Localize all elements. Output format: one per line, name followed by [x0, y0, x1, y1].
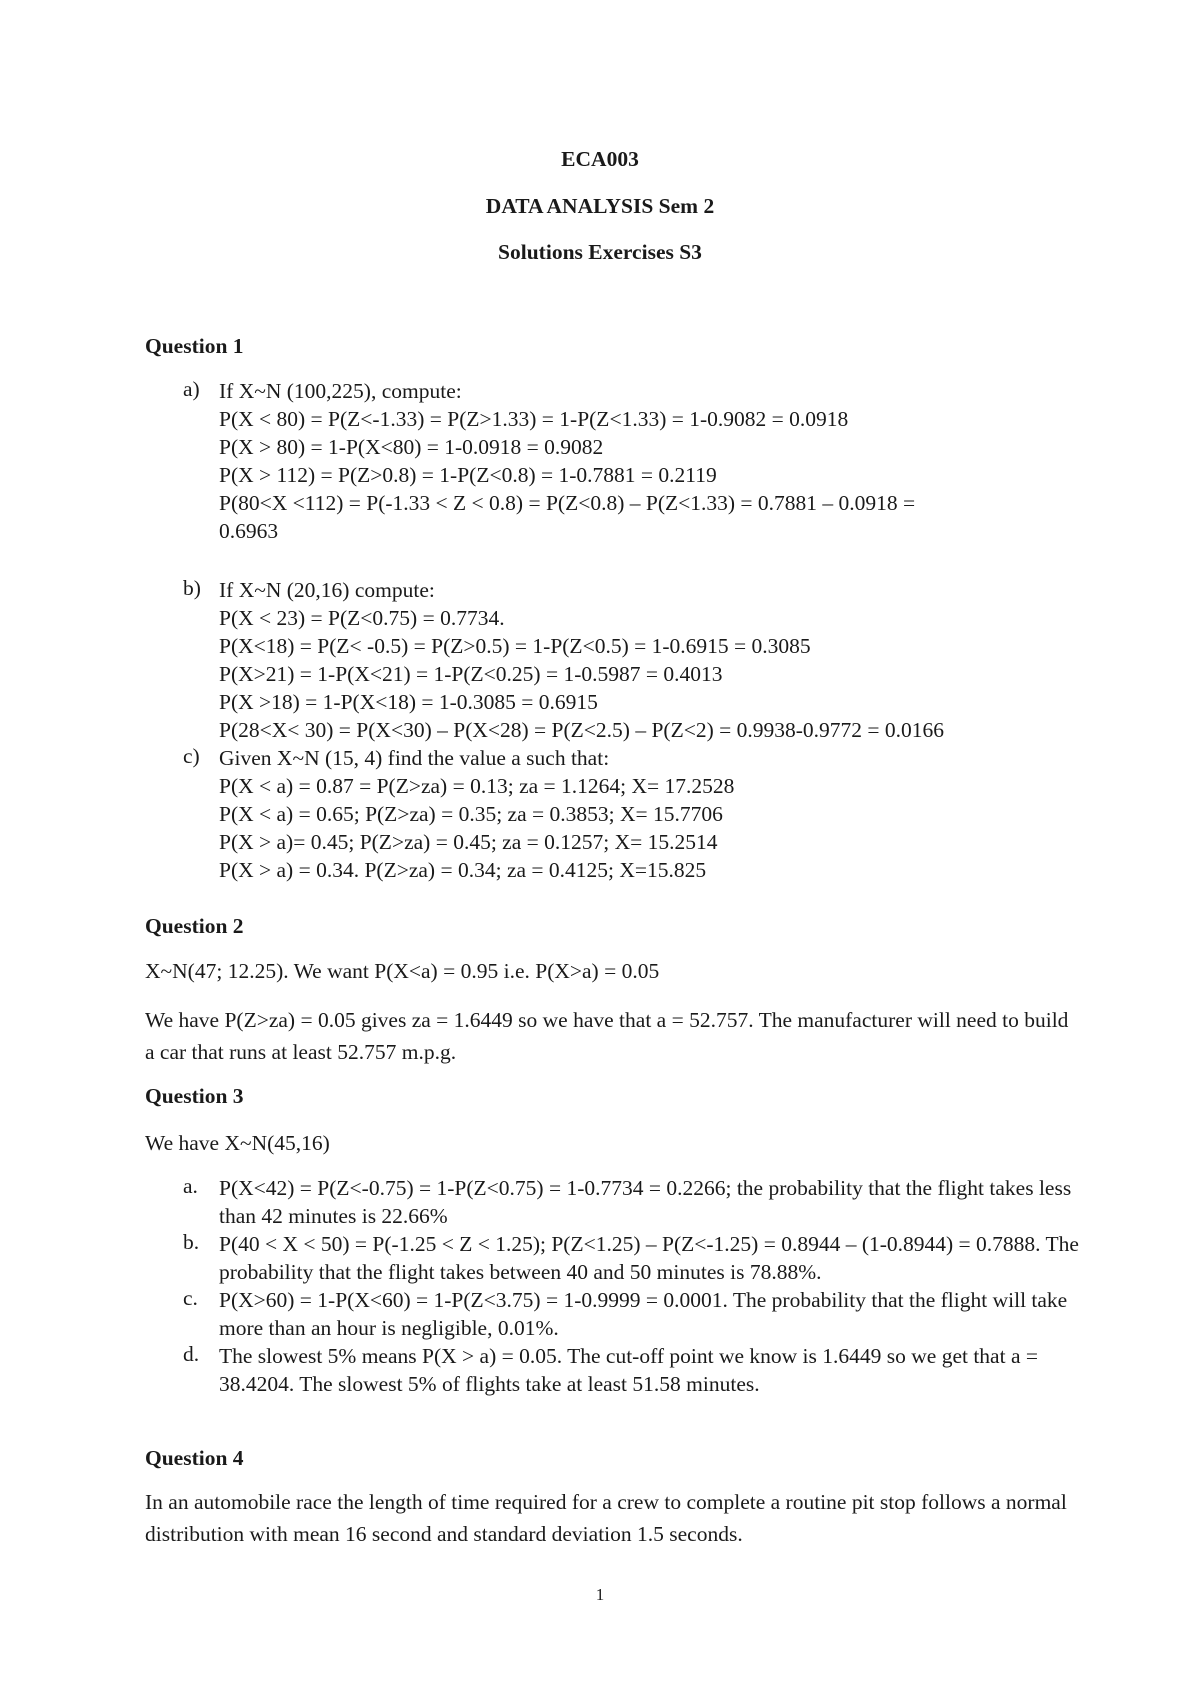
- document-subtitle: Solutions Exercises S3: [498, 240, 702, 264]
- q3-item-text: P(40 < X < 50) = P(-1.25 < Z < 1.25); P(Z<1.25) – P(Z<-1.25) = 0.8944 – (1-0.8944) = 0.7888. The probability that the flight takes between 40 and 50 minutes is 78.88%.: [219, 1232, 1079, 1284]
- q4-statement: In an automobile race the length of time required for a crew to complete a routine pit stop follows a normal distribution with mean 16 second and standard deviation 1.5 seconds.: [145, 1490, 1067, 1546]
- q1-c-line: Given X~N (15, 4) find the value a such that:: [219, 746, 610, 770]
- q1-a-line: P(80<X <112) = P(-1.33 < Z < 0.8) = P(Z<0.8) – P(Z<1.33) = 0.7881 – 0.0918 =: [219, 491, 916, 515]
- q1-part-a-label: a): [183, 377, 200, 401]
- q3-item-label: b.: [183, 1230, 200, 1254]
- q1-b-line: If X~N (20,16) compute:: [219, 578, 435, 602]
- course-subject: DATA ANALYSIS Sem 2: [485, 194, 715, 218]
- q1-part-c-label: c): [183, 744, 200, 768]
- q1-c-line: P(X > a) = 0.34. P(Z>za) = 0.34; za = 0.4125; X=15.825: [219, 858, 707, 882]
- q1-c-line: P(X < a) = 0.65; P(Z>za) = 0.35; za = 0.3853; X= 15.7706: [219, 802, 723, 826]
- q1-b-line: P(28<X< 30) = P(X<30) – P(X<28) = P(Z<2.5) – P(Z<2) = 0.9938-0.9772 = 0.0166: [219, 718, 945, 742]
- q3-item-label: c.: [183, 1286, 198, 1310]
- q1-a-line: P(X > 80) = 1-P(X<80) = 1-0.0918 = 0.9082: [219, 435, 604, 459]
- question-2-heading: Question 2: [145, 914, 244, 938]
- q1-a-line: P(X < 80) = P(Z<-1.33) = P(Z>1.33) = 1-P(Z<1.33) = 1-0.9082 = 0.0918: [219, 407, 849, 431]
- q1-part-b-label: b): [183, 576, 201, 600]
- q1-b-line: P(X < 23) = P(Z<0.75) = 0.7734.: [219, 606, 505, 630]
- page-number: 1: [595, 1585, 605, 1604]
- q1-b-line: P(X >18) = 1-P(X<18) = 1-0.3085 = 0.6915: [219, 690, 598, 714]
- q2-statement: X~N(47; 12.25). We want P(X<a) = 0.95 i.e. P(X>a) = 0.05: [145, 959, 660, 983]
- q1-b-line: P(X>21) = 1-P(X<21) = 1-P(Z<0.25) = 1-0.5987 = 0.4013: [219, 662, 723, 686]
- q3-item-text: The slowest 5% means P(X > a) = 0.05. The cut-off point we know is 1.6449 so we get that a = 38.4204. The slowest 5% of flights take at least 51.58 minutes.: [219, 1344, 1038, 1396]
- course-code: ECA003: [561, 147, 639, 171]
- q1-a-line: If X~N (100,225), compute:: [219, 379, 462, 403]
- q1-b-line: P(X<18) = P(Z< -0.5) = P(Z>0.5) = 1-P(Z<0.5) = 1-0.6915 = 0.3085: [219, 634, 811, 658]
- q3-item-text: P(X>60) = 1-P(X<60) = 1-P(Z<3.75) = 1-0.9999 = 0.0001. The probability that the flight will take more than an hour is negligible, 0.01%.: [219, 1288, 1068, 1340]
- q1-a-line: P(X > 112) = P(Z>0.8) = 1-P(Z<0.8) = 1-0.7881 = 0.2119: [219, 463, 717, 487]
- question-3-heading: Question 3: [145, 1084, 244, 1108]
- q2-answer: We have P(Z>za) = 0.05 gives za = 1.6449 so we have that a = 52.757. The manufacturer will need to build a car that runs at least 52.757 m.p.g.: [145, 1008, 1069, 1064]
- question-4-heading: Question 4: [145, 1446, 244, 1470]
- q1-a-line: 0.6963: [219, 519, 279, 543]
- q3-item-text: P(X<42) = P(Z<-0.75) = 1-P(Z<0.75) = 1-0.7734 = 0.2266; the probability that the flight takes less than 42 minutes is 22.66%: [219, 1176, 1072, 1228]
- q3-item-label: a.: [183, 1174, 198, 1198]
- q1-c-line: P(X > a)= 0.45; P(Z>za) = 0.45; za = 0.1257; X= 15.2514: [219, 830, 718, 854]
- question-1-heading: Question 1: [145, 334, 244, 358]
- q3-intro: We have X~N(45,16): [145, 1131, 330, 1155]
- q1-c-line: P(X < a) = 0.87 = P(Z>za) = 0.13; za = 1.1264; X= 17.2528: [219, 774, 735, 798]
- q3-item-label: d.: [183, 1342, 200, 1366]
